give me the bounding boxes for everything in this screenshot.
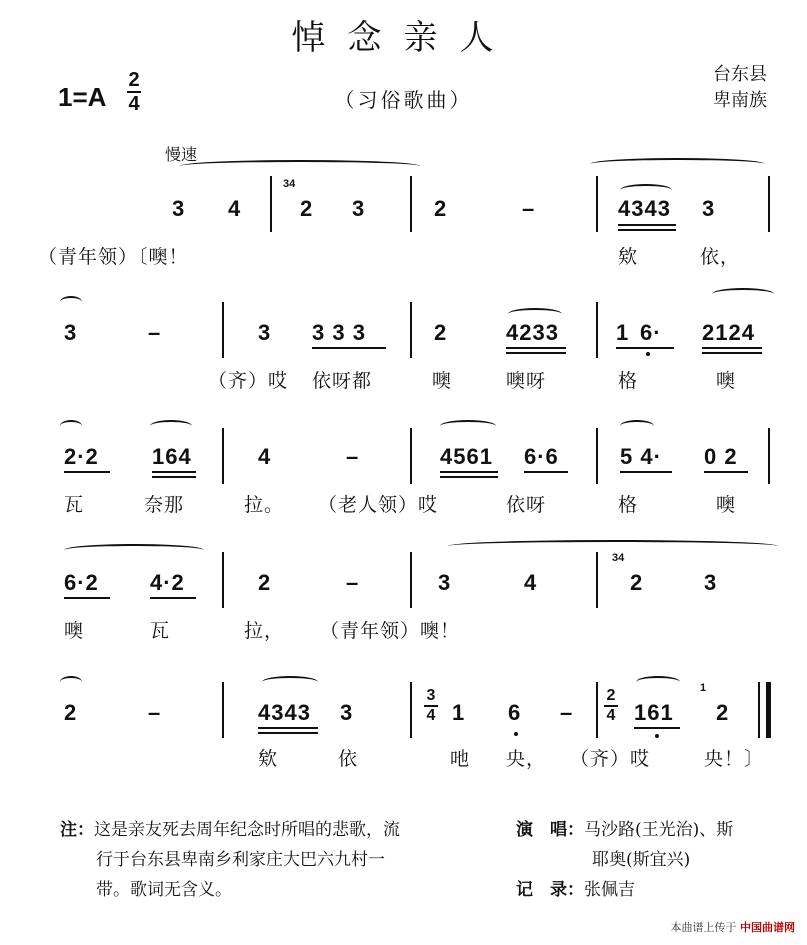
lyric: 拉， — [244, 620, 285, 642]
bar-line — [596, 682, 598, 738]
bar-line — [222, 302, 224, 358]
note: 2 — [716, 700, 730, 725]
lyric: 欸 — [618, 246, 639, 268]
lyric: 噢 — [64, 620, 85, 642]
time-change — [424, 688, 438, 724]
song-subtitle: （习俗歌曲） — [334, 88, 473, 112]
singer-label: 演 唱： — [516, 820, 584, 840]
lyric: 噢 — [716, 370, 737, 392]
lyric: 瓦 — [64, 494, 85, 516]
bar-line — [410, 176, 412, 232]
note: 0 2 — [704, 444, 738, 469]
note: 3 — [704, 570, 718, 595]
bar-line — [596, 428, 598, 484]
note: – — [560, 700, 574, 725]
note: 2·2 — [64, 444, 99, 469]
lyric: 噢呀 — [506, 370, 547, 392]
bar-line — [596, 552, 598, 608]
final-bar-line — [766, 682, 771, 738]
watermark-prefix: 本曲谱上传于 — [670, 921, 737, 934]
site-watermark — [671, 919, 796, 935]
phrase-slur — [590, 158, 765, 170]
note: 1 — [452, 700, 466, 725]
lyric: （老人领）哎 — [318, 494, 439, 516]
recorder-name: 张佩吉 — [584, 880, 635, 900]
lyric: 央！〕 — [704, 748, 765, 770]
underline — [702, 347, 762, 349]
origin-ethnicity: 卑南族 — [713, 90, 767, 111]
note: 6·2 — [64, 570, 99, 595]
song-origin — [713, 62, 767, 114]
note: 6· — [640, 320, 662, 345]
underline — [440, 476, 498, 478]
note: 2 — [258, 570, 272, 595]
tempo-marking: 慢速 — [165, 145, 198, 164]
lyric: 依呀 — [506, 494, 547, 516]
note: 2 — [64, 700, 78, 725]
slur — [440, 420, 496, 432]
note: 4 — [524, 570, 538, 595]
time-bottom: 4 — [128, 93, 140, 115]
underline — [620, 471, 672, 473]
note: 2124 — [702, 320, 755, 345]
lyric: （青年领）〔噢！ — [38, 246, 189, 268]
underline — [616, 347, 674, 349]
lyric: 奈那 — [144, 494, 185, 516]
bar-line — [270, 176, 272, 232]
time-bottom: 4 — [606, 707, 616, 724]
lyric: 噢 — [716, 494, 737, 516]
note: 161 — [634, 700, 674, 725]
lyric: 依 — [338, 748, 359, 770]
note: 4343 — [258, 700, 311, 725]
bar-line — [222, 552, 224, 608]
bar-line — [410, 552, 412, 608]
underline — [312, 347, 386, 349]
lyric: 噢 — [432, 370, 453, 392]
footnote-line: 这是亲友死去周年纪念时所唱的悲歌，流 — [94, 820, 400, 840]
bar-line — [596, 176, 598, 232]
note: 3 — [64, 320, 78, 345]
time-top: 3 — [426, 687, 436, 704]
singer-name-cont: 耶奥(斯宜兴) — [592, 850, 691, 870]
slur — [262, 676, 318, 688]
underline — [152, 471, 196, 473]
key-label: 1=A — [58, 82, 107, 112]
footnote-line: 带。歌词无含义。 — [96, 880, 232, 900]
note: 4233 — [506, 320, 559, 345]
note: – — [346, 444, 360, 469]
bar-line — [410, 428, 412, 484]
phrase-slur — [448, 540, 778, 552]
lyric: 拉。 — [244, 494, 285, 516]
note: 4·2 — [150, 570, 185, 595]
tie — [60, 420, 82, 432]
low-octave-dot — [646, 352, 650, 356]
credits — [516, 815, 733, 905]
lyric: 依呀都 — [312, 370, 373, 392]
singer-name: 马沙路(王光治)、斯 — [584, 820, 734, 840]
note: 2 — [434, 196, 448, 221]
origin-county: 台东县 — [713, 64, 767, 85]
song-title: 悼念亲人 — [291, 18, 516, 58]
underline — [64, 597, 110, 599]
low-octave-dot — [655, 734, 659, 738]
recorder-label: 记 录： — [516, 880, 584, 900]
tie — [60, 676, 82, 688]
note: 6 — [508, 700, 522, 725]
grace-note: 34 — [612, 552, 625, 564]
tie — [60, 296, 82, 308]
time-change — [604, 688, 618, 724]
grace-note: 1 — [700, 682, 707, 694]
grace-note: 34 — [283, 178, 296, 190]
lyric: 瓦 — [150, 620, 171, 642]
note: – — [346, 570, 360, 595]
bar-line — [222, 428, 224, 484]
note: 4561 — [440, 444, 493, 469]
note: 4 — [258, 444, 272, 469]
slur — [620, 184, 672, 196]
lyric: （青年领）噢！ — [320, 620, 461, 642]
slur — [636, 676, 680, 688]
slur — [150, 420, 192, 432]
underline — [524, 471, 568, 473]
note: 1 — [616, 320, 630, 345]
bar-line — [410, 302, 412, 358]
note: – — [148, 700, 162, 725]
underline — [64, 471, 110, 473]
bar-line — [222, 682, 224, 738]
note: 3 — [702, 196, 716, 221]
note: – — [148, 320, 162, 345]
note: 6·6 — [524, 444, 559, 469]
bar-line — [768, 176, 770, 232]
bar-line — [768, 428, 770, 484]
phrase-slur — [180, 160, 420, 172]
note: 3 — [340, 700, 354, 725]
note: 2 — [630, 570, 644, 595]
lyric: （齐）哎 — [570, 748, 651, 770]
underline — [634, 727, 680, 729]
footnote-line: 行于台东县卑南乡利家庄大巴六九村一 — [96, 850, 385, 870]
lyric: 欸 — [258, 748, 279, 770]
note: 3 — [438, 570, 452, 595]
underline — [506, 352, 566, 354]
note: 2 — [434, 320, 448, 345]
footnote-label: 注： — [60, 820, 94, 840]
underline — [440, 471, 498, 473]
note: 2 — [300, 196, 314, 221]
underline — [702, 352, 762, 354]
time-top: 2 — [128, 69, 140, 91]
bar-line — [410, 682, 412, 738]
final-bar-line — [758, 682, 760, 738]
note: 3 — [258, 320, 272, 345]
underline — [150, 597, 196, 599]
underline — [258, 727, 318, 729]
lyric: 吔 — [450, 748, 471, 770]
footnote — [60, 815, 400, 905]
lyric: 央， — [506, 748, 547, 770]
note: 5 4· — [620, 444, 662, 469]
note: 4 — [228, 196, 242, 221]
slur — [508, 308, 562, 320]
watermark-brand: 中国曲谱网 — [740, 921, 795, 934]
underline — [704, 471, 748, 473]
note: 3 3 3 — [312, 320, 366, 345]
underline — [618, 224, 676, 226]
bar-line — [596, 302, 598, 358]
underline — [506, 347, 566, 349]
underline — [258, 732, 318, 734]
lyric: （齐）哎 — [208, 370, 289, 392]
phrase-slur — [712, 288, 774, 300]
underline — [618, 229, 676, 231]
slur — [620, 420, 654, 432]
note: – — [522, 196, 536, 221]
time-bottom: 4 — [426, 707, 436, 724]
lyric: 依， — [700, 246, 741, 268]
lyric: 格 — [618, 370, 639, 392]
note: 164 — [152, 444, 192, 469]
note: 3 — [172, 196, 186, 221]
low-octave-dot — [514, 732, 518, 736]
phrase-slur — [64, 544, 204, 556]
underline — [152, 476, 196, 478]
note: 3 — [352, 196, 366, 221]
lyric: 格 — [618, 494, 639, 516]
note: 4343 — [618, 196, 671, 221]
time-top: 2 — [606, 687, 616, 704]
